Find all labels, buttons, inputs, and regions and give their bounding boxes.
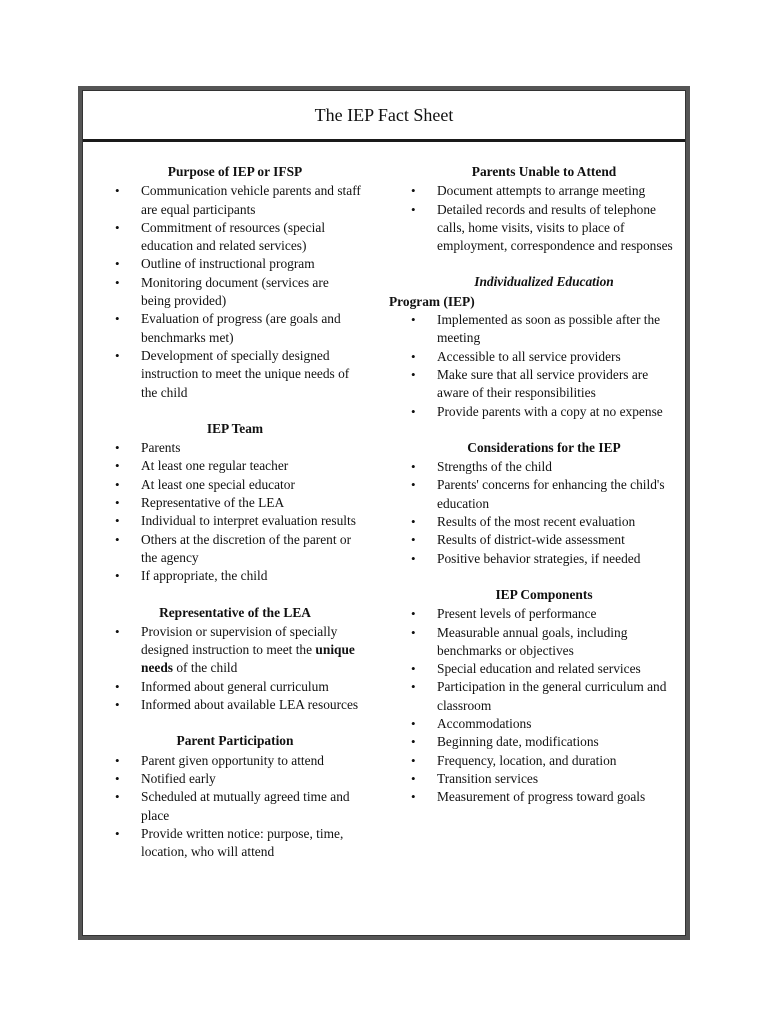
section-iep-team	[109, 420, 361, 586]
list-item: • Notified early	[109, 770, 361, 788]
section-heading: Purpose of IEP or IFSP	[167, 164, 303, 179]
list-item: • If appropriate, the child	[109, 567, 361, 585]
list-item: • Informed about general curriculum	[109, 678, 361, 696]
list-item-text: Provision or supervision of specially designed instruction to meet the	[141, 623, 338, 658]
bullet-list	[405, 458, 683, 568]
list-item-emphasis: unique needs	[141, 642, 355, 676]
bullet-list	[405, 605, 683, 806]
bullet-list	[109, 182, 361, 402]
section-representative-of-the-lea	[109, 604, 361, 715]
left-column	[109, 163, 361, 879]
list-item: • Individual to interpret evaluation results	[109, 512, 361, 530]
list-item: • Measurement of progress toward goals	[405, 788, 683, 806]
list-item: • Accommodations	[405, 715, 683, 733]
bullet-list	[109, 623, 361, 714]
section-considerations-for-the-iep	[405, 439, 683, 568]
list-item	[109, 623, 361, 678]
list-item: • Results of district-wide assessment	[405, 531, 683, 549]
section-heading: Considerations for the IEP	[467, 439, 621, 455]
list-item: • Provide parents with a copy at no expense	[405, 403, 683, 421]
list-item-text: of the child	[173, 660, 238, 676]
list-item: • Frequency, location, and duration	[405, 752, 683, 770]
list-item: • Present levels of performance	[405, 605, 683, 623]
section-heading: Parents Unable to Attend	[471, 164, 617, 179]
list-item: • Make sure that all service providers are aware of their responsibilities	[405, 366, 683, 403]
list-item: • Provide written notice: purpose, time, location, who will attend	[109, 825, 361, 862]
right-column	[389, 163, 683, 825]
list-item: • Commitment of resources (special education and related services)	[109, 219, 361, 256]
bullet-list	[405, 182, 683, 255]
list-item: • Transition services	[405, 770, 683, 788]
list-item: • Outline of instructional program	[109, 255, 361, 273]
section-subheading: Program (IEP)	[389, 293, 475, 309]
section-heading: IEP Team	[206, 420, 264, 436]
list-item: • Parent given opportunity to attend	[109, 752, 361, 770]
list-item: • Beginning date, modifications	[405, 733, 683, 751]
list-item: • Others at the discretion of the parent or the agency	[109, 531, 361, 568]
list-item: • Strengths of the child	[405, 458, 683, 476]
list-item: • Parents	[109, 439, 361, 457]
list-item: • Representative of the LEA	[109, 494, 361, 512]
list-item: • Monitoring document (services are being provided)	[109, 274, 361, 311]
section-heading: IEP Components	[495, 586, 593, 602]
list-item: • Parents' concerns for enhancing the child's education	[405, 476, 683, 513]
page-title: The IEP Fact Sheet	[83, 91, 685, 142]
bullet-list	[109, 439, 361, 585]
section-individualized-education	[389, 273, 683, 420]
list-item: • Accessible to all service providers	[405, 348, 683, 366]
list-item: • Development of specially designed instruction to meet the unique needs of the child	[109, 347, 361, 402]
list-item: • Communication vehicle parents and staff are equal participants	[109, 182, 361, 219]
fact-sheet-frame	[78, 86, 690, 940]
bullet-list	[405, 311, 683, 421]
list-item: • Implemented as soon as possible after the meeting	[405, 311, 683, 348]
list-item: • Participation in the general curriculum and classroom	[405, 678, 683, 715]
list-item: • Informed about available LEA resources	[109, 696, 361, 714]
list-item: • Measurable annual goals, including benchmarks or objectives	[405, 624, 683, 661]
section-heading: Representative of the LEA	[159, 604, 311, 620]
list-item: • Positive behavior strategies, if needed	[405, 550, 683, 568]
bullet-list	[109, 752, 361, 862]
list-item: • Document attempts to arrange meeting	[405, 182, 683, 200]
list-item: • Evaluation of progress (are goals and benchmarks met)	[109, 310, 361, 347]
section-purpose-of-iep-or-ifsp	[109, 163, 361, 402]
section-heading: Parent Participation	[176, 733, 294, 749]
list-item: • Detailed records and results of telephone calls, home visits, visits to place of employment, correspondence and responses	[405, 201, 683, 256]
list-item: • At least one regular teacher	[109, 457, 361, 475]
list-item: • Results of the most recent evaluation	[405, 513, 683, 531]
list-item: • At least one special educator	[109, 476, 361, 494]
list-item: • Special education and related services	[405, 660, 683, 678]
section-parents-unable-to-attend	[405, 163, 683, 255]
list-item: • Scheduled at mutually agreed time and place	[109, 788, 361, 825]
section-heading: Individualized Education	[474, 274, 614, 290]
section-parent-participation	[109, 732, 361, 861]
section-iep-components	[405, 586, 683, 807]
fact-sheet-body	[82, 90, 686, 936]
